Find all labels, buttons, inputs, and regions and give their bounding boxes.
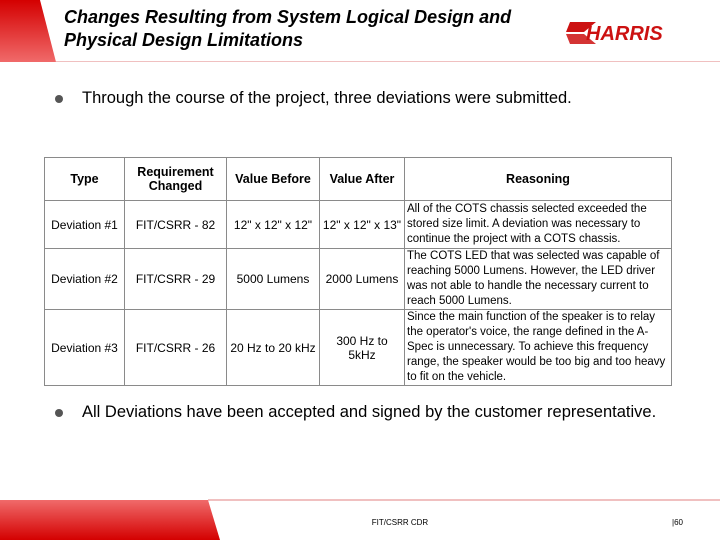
cell-value-before: 20 Hz to 20 kHz xyxy=(227,310,320,386)
cell-type: Deviation #1 xyxy=(45,201,125,249)
table-header-row xyxy=(45,158,672,201)
bullet-item xyxy=(58,402,668,423)
table-row xyxy=(45,201,672,249)
bullet-item xyxy=(58,88,668,109)
cell-requirement: FIT/CSRR - 26 xyxy=(125,310,227,386)
table-row xyxy=(45,249,672,310)
deviations-table xyxy=(44,157,672,386)
cell-value-after: 2000 Lumens xyxy=(320,249,405,310)
page-number: |60 xyxy=(672,518,683,527)
cell-reasoning: The COTS LED that was selected was capable of reaching 5000 Lumens. However, the LED driver was not able to handle the necessary current to reach 5000 Lumens. xyxy=(405,249,672,310)
header-type: Type xyxy=(45,158,125,201)
footer-accent-shape xyxy=(0,494,720,540)
slide-title: Changes Resulting from System Logical Design and Physical Design Limitations xyxy=(64,7,512,50)
header-value-before: Value Before xyxy=(227,158,320,201)
cell-requirement: FIT/CSRR - 29 xyxy=(125,249,227,310)
cell-type: Deviation #3 xyxy=(45,310,125,386)
cell-value-after: 12" x 12" x 13" xyxy=(320,201,405,249)
cell-value-before: 5000 Lumens xyxy=(227,249,320,310)
bullet-text: All Deviations have been accepted and signed by the customer representative. xyxy=(82,403,657,421)
bullet-dot-icon xyxy=(55,95,63,103)
cell-value-before: 12" x 12" x 12" xyxy=(227,201,320,249)
page-number-value: 60 xyxy=(674,518,683,527)
logo-text: HARRIS xyxy=(586,23,663,45)
cell-requirement: FIT/CSRR - 82 xyxy=(125,201,227,249)
bullet-dot-icon xyxy=(55,409,63,417)
footer-label: FIT/CSRR CDR xyxy=(371,518,429,527)
header-value-after: Value After xyxy=(320,158,405,201)
header-reasoning: Reasoning xyxy=(405,158,672,201)
cell-reasoning: Since the main function of the speaker is to relay the operator's voice, the range defined in the A-Spec is unnecessary. To achieve this frequency range, the speaker would be too big and too heavy to fit on the vehicle. xyxy=(405,310,672,386)
harris-logo xyxy=(566,18,688,48)
cell-value-after: 300 Hz to 5kHz xyxy=(320,310,405,386)
table-row xyxy=(45,310,672,386)
header-requirement: Requirement Changed xyxy=(125,158,227,201)
cell-type: Deviation #2 xyxy=(45,249,125,310)
cell-reasoning: All of the COTS chassis selected exceeded the stored size limit. A deviation was necessary to continue the project with a COTS chassis. xyxy=(405,201,672,249)
bullet-text: Through the course of the project, three deviations were submitted. xyxy=(82,89,572,107)
